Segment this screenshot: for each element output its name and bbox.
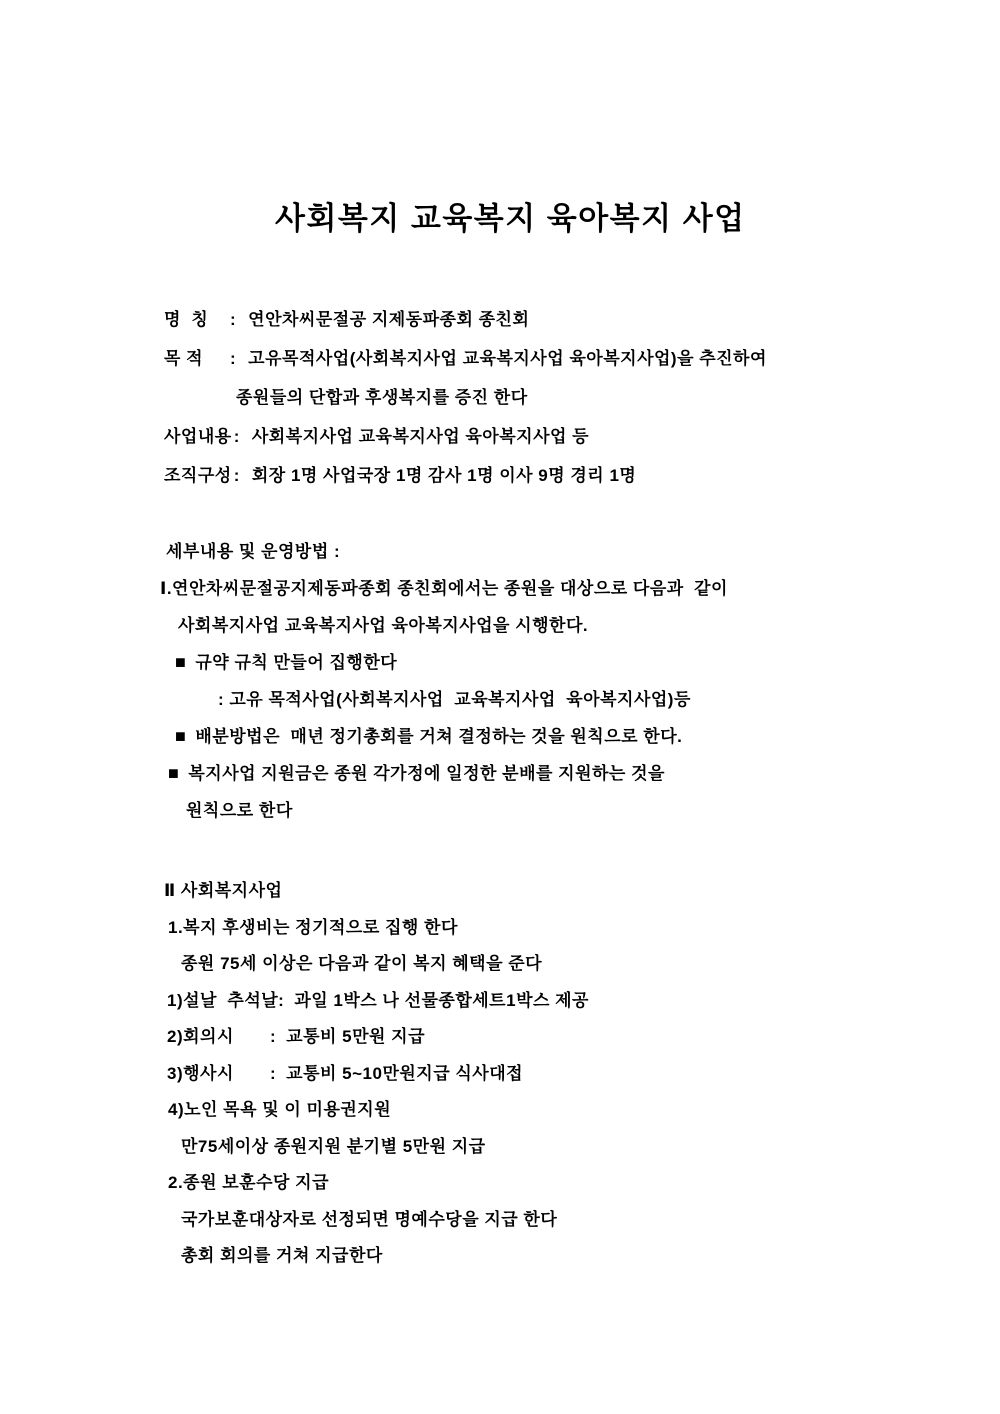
benefit-meeting-colon: :: [270, 1027, 277, 1046]
details-heading: 세부내용 및 운영방법 :: [166, 542, 341, 561]
section1-bullet3-text: 복지사업 지원금은 종원 각가정에 일정한 분배를 지원하는 것을: [188, 764, 665, 783]
bullet-square-icon: ■: [175, 726, 187, 746]
benefit-row-event: [0, 1056, 1000, 1093]
section-details: [0, 533, 1000, 829]
section2-item2: 2.종원 보훈수당 지급: [168, 1173, 329, 1192]
section2-item1: 1.복지 후생비는 정기적으로 집행 한다: [168, 917, 458, 937]
field-purpose: [0, 339, 1000, 378]
section2-item2-sub2: 총회 회의를 거쳐 지급한다: [181, 1246, 383, 1265]
field-business-colon: :: [233, 427, 240, 446]
section1-bullet2-text: 배분방법은 매년 정기총회를 거쳐 결정하는 것을 원칙으로 한다.: [195, 727, 683, 746]
bullet-square-icon: ■: [175, 652, 187, 672]
field-name-colon: :: [230, 310, 237, 329]
benefit-holiday-text: 과일 1박스 나 선물종합세트1박스 제공: [294, 990, 589, 1010]
header-fields: [0, 300, 1000, 495]
field-organization-colon: :: [233, 466, 240, 485]
benefit-event-colon: :: [270, 1063, 277, 1083]
benefit-event-label: 3)행사시: [167, 1063, 234, 1083]
field-organization-value: 회장 1명 사업국장 1명 감사 1명 이사 9명 경리 1명: [251, 466, 637, 485]
field-organization-label: 조직구성: [164, 466, 232, 485]
field-purpose-colon: :: [230, 349, 237, 368]
field-organization: [0, 456, 1000, 495]
benefit-meeting-label: 2)회의시: [167, 1027, 234, 1046]
section1-bullet1: [0, 644, 1000, 681]
section2-heading: Ⅱ 사회복지사업: [164, 881, 283, 900]
benefit-meeting-text: 교통비 5만원 지급: [286, 1027, 426, 1046]
section1-bullet3: [0, 755, 1000, 792]
section2-item4: 4)노인 목욕 및 이 미용권지원: [168, 1100, 392, 1119]
field-purpose-continuation: 종원들의 단합과 후생복지를 증진 한다: [236, 388, 528, 407]
benefit-row-holiday: [0, 983, 1000, 1020]
benefit-holiday-label: 1)설날 추석날: [167, 990, 279, 1010]
section1-bullet2: [0, 718, 1000, 755]
field-purpose-label: 목 적: [164, 349, 204, 368]
section2-item4-sub: 만75세이상 종원지원 분기별 5만원 지급: [181, 1136, 486, 1156]
field-business: [0, 417, 1000, 456]
bullet-square-icon: ■: [168, 763, 180, 783]
section-social-welfare: [0, 873, 1000, 1275]
field-purpose-value: 고유목적사업(사회복지사업 교육복지사업 육아복지사업)을 추진하여: [248, 349, 767, 368]
section1-bullet1-text: 규약 규칙 만들어 집행한다: [195, 653, 398, 672]
section2-item1-sub: 종원 75세 이상은 다음과 같이 복지 혜택을 준다: [181, 954, 543, 973]
section1-bullet3-continuation: 원칙으로 한다: [186, 801, 293, 820]
field-name: [0, 300, 1000, 339]
field-name-value: 연안차씨문절공 지제동파종회 종친회: [248, 310, 530, 329]
section1-intro-line2: 사회복지사업 교육복지사업 육아복지사업을 시행한다.: [178, 616, 589, 635]
field-business-label: 사업내용: [164, 427, 232, 446]
section2-item2-sub1: 국가보훈대상자로 선정되면 명예수당을 지급 한다: [181, 1209, 558, 1229]
field-business-value: 사회복지사업 교육복지사업 육아복지사업 등: [251, 427, 590, 446]
benefit-holiday-colon: :: [278, 990, 285, 1010]
section1-intro-line1: Ⅰ.연안차씨문절공지제동파종회 종친회에서는 종원을 대상으로 다음과 같이: [160, 579, 728, 598]
section1-bullet1-sub: : 고유 목적사업(사회복지사업 교육복지사업 육아복지사업)등: [218, 690, 691, 709]
benefit-row-meeting: [0, 1019, 1000, 1056]
field-name-label: 명 칭: [164, 310, 209, 329]
benefit-event-text: 교통비 5~10만원지급 식사대접: [286, 1063, 524, 1083]
document-title: 사회복지 교육복지 육아복지 사업: [275, 201, 746, 236]
